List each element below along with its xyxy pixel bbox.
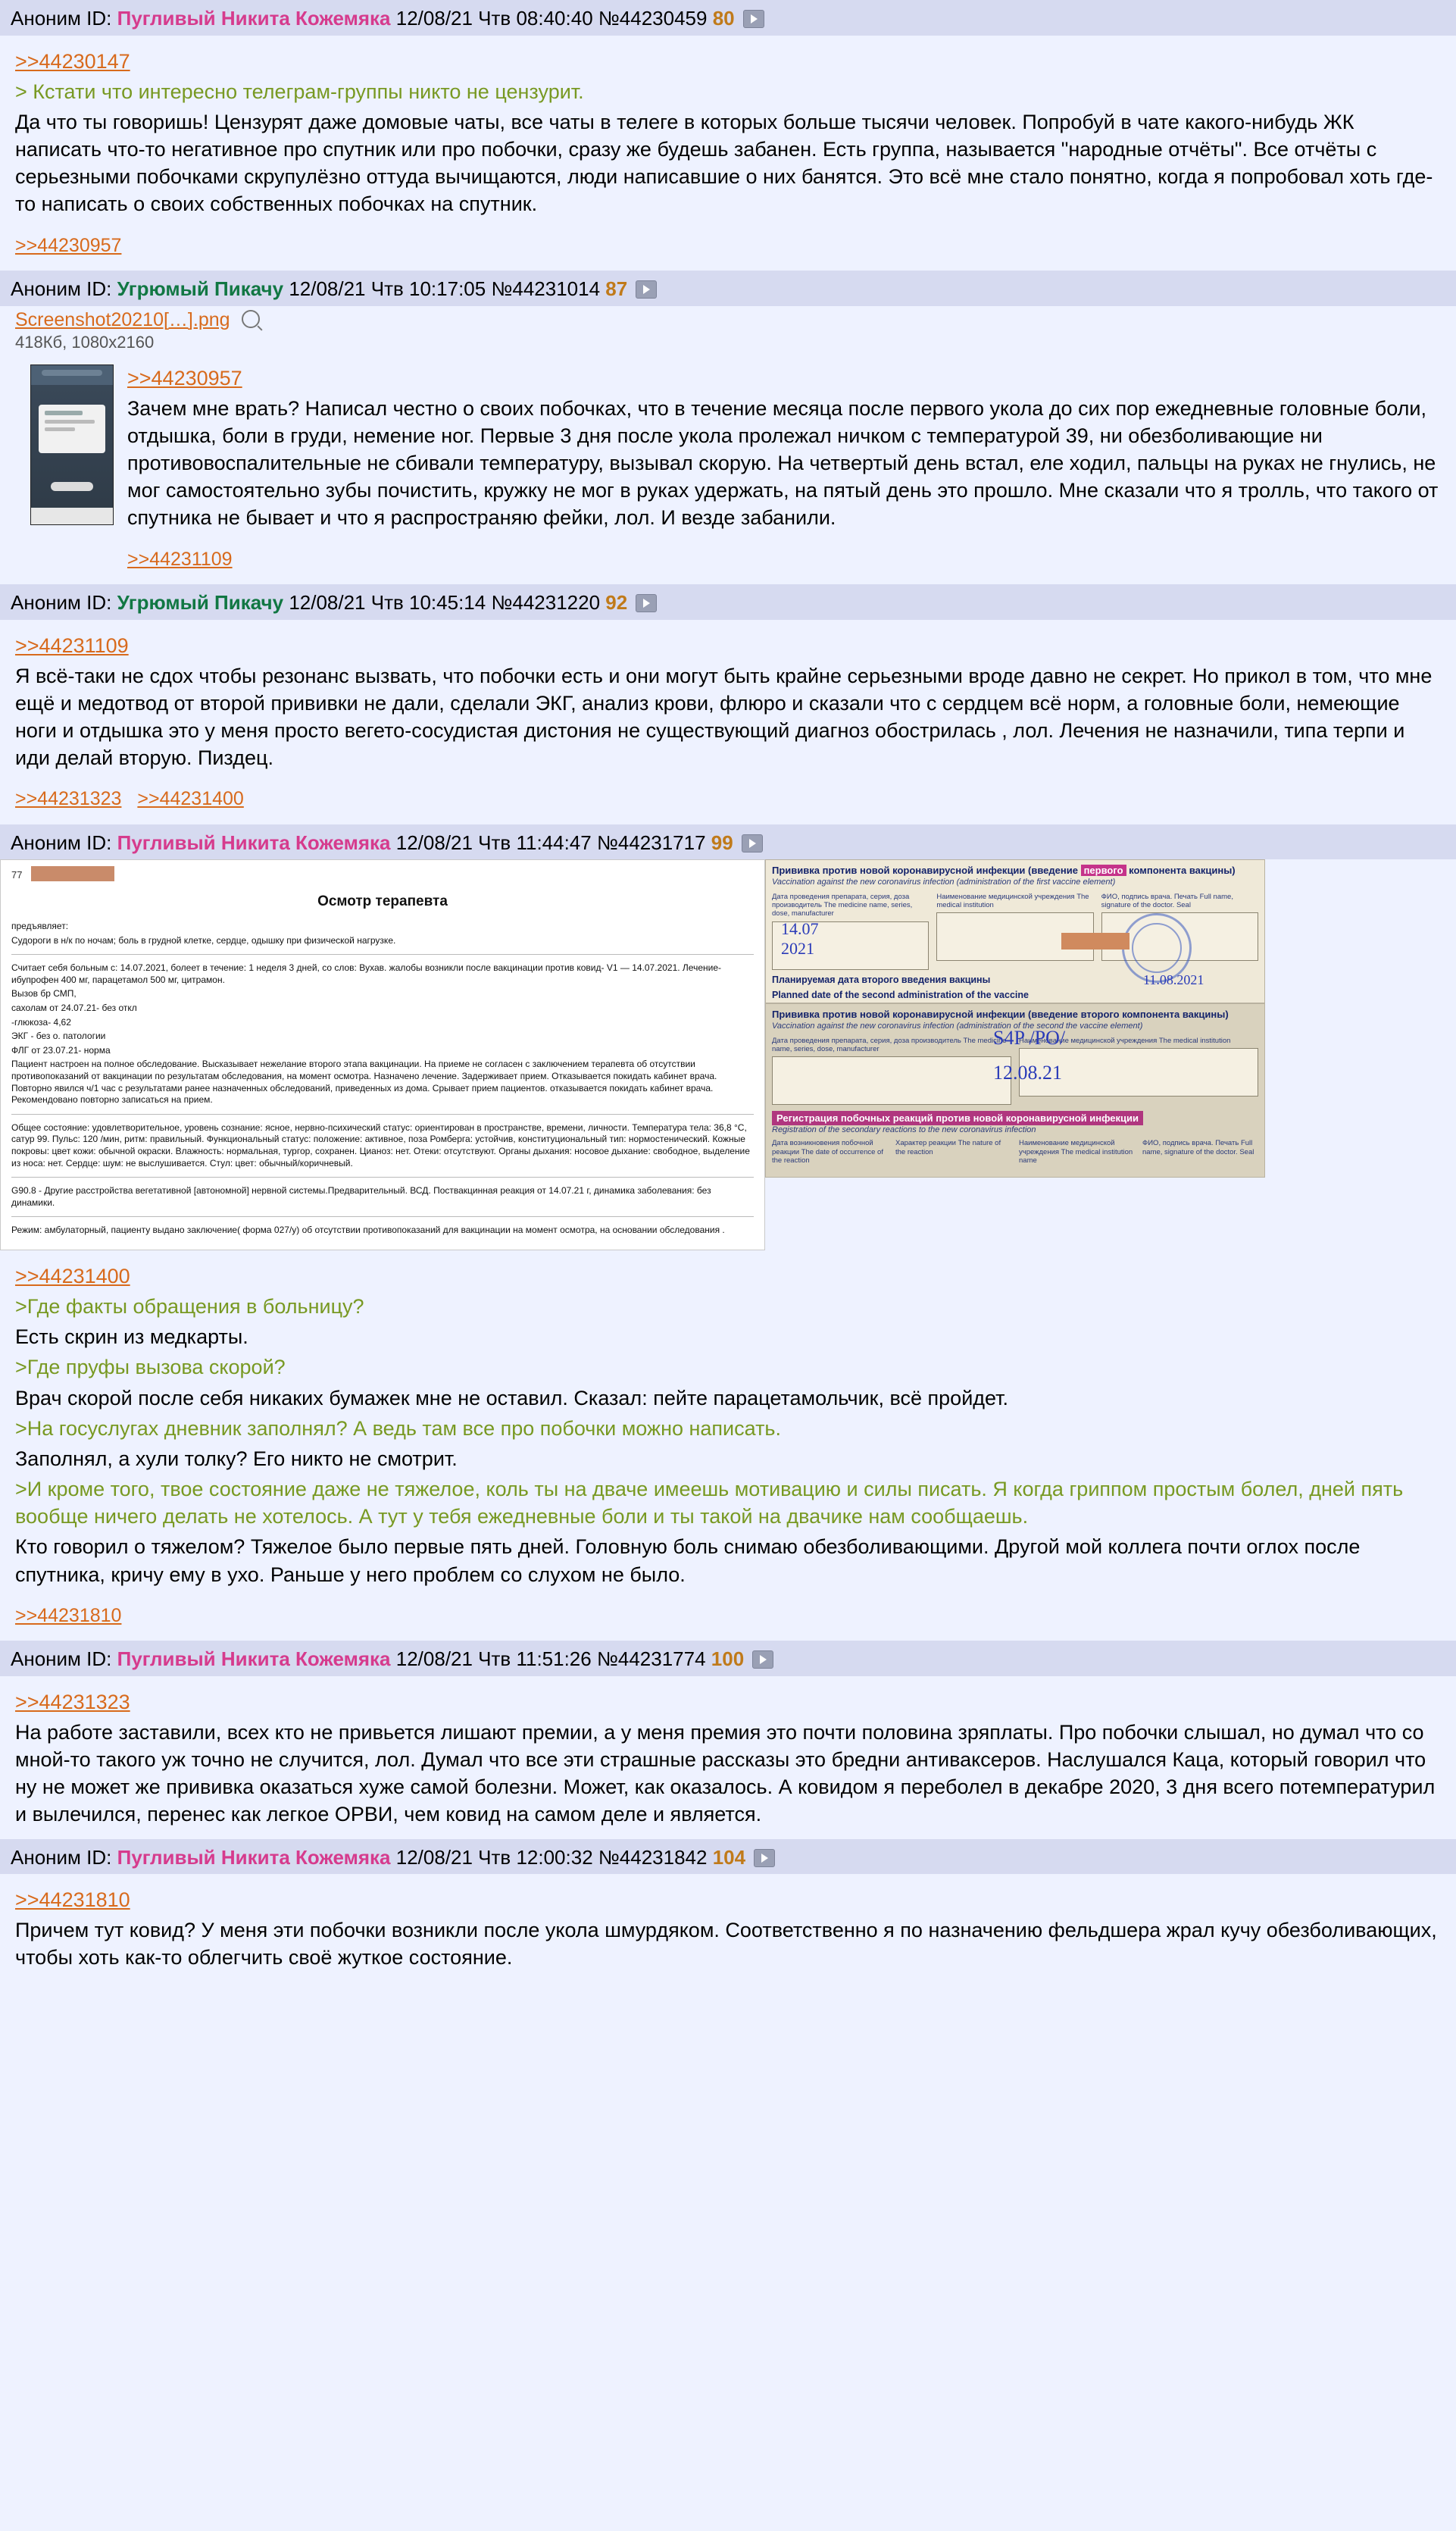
anon-label: Аноним [11, 1647, 81, 1671]
record-line: Судороги в н/к по ночам; боль в грудной клетке, сердце, одышку при физической нагрузке. [11, 934, 396, 946]
handwriting-date-2: 12.08.21 [993, 1062, 1062, 1084]
certificate-col-c: ФИО, подпись врача. Печать Full name, signature of the doctor. Seal [1101, 893, 1258, 970]
record-title: Осмотр терапевта [317, 893, 448, 910]
poster-name[interactable]: Пугливый Никита Кожемяка [117, 831, 391, 854]
post-number[interactable]: №44231220 [491, 591, 601, 615]
post-count: 92 [605, 591, 628, 615]
certificate-title-2: Прививка против новой коронавирусной инфекции (введение второго компонента вакцины) [772, 1009, 1229, 1021]
poster-name[interactable]: Пугливый Никита Кожемяка [117, 1647, 391, 1671]
post-date: 12/08/21 Чтв 10:17:05 [289, 277, 486, 301]
record-line: Считает себя больным с: 14.07.2021, болеет в течение: 1 неделя 3 дней, со слов: Вухав. жалобы возникли после вакцинации против ковид- V1 — 14.07.2021. Лечение-ибупрофен 400 мг, парацетамол 500 мг, цитрамон. [11, 962, 721, 985]
post-number[interactable]: №44230459 [598, 7, 708, 30]
post-count: 87 [605, 277, 628, 301]
certificate-col-b2: Наименование медицинской учреждения The medical institution [1019, 1037, 1258, 1106]
post-text: На работе заставили, всех кто не привьется лишают премии, а у меня премия это почти половина зряплаты. Про побочки слышал, но думал что со мной-то такого уж точно не случится, лол. Думал что все эти страшные рассказы это бредни антиваксеров. Наслушался Каца, который говорил что ну не может же прививка оказаться хуже самой болезни. Может, как оказалось. А ковидом я переболел в декабре 2020, 3 дня всего потемпературил и вылечился, перенес как легкое ОРВИ, чем ковид на самом деле и является. [15, 1720, 1436, 1826]
post-body [0, 36, 1456, 271]
play-icon[interactable] [636, 594, 657, 612]
post-quote-line: > Кстати что интересно телеграм-группы никто не цензурит. [15, 80, 584, 103]
record-line: Режим: амбулаторный, пациенту выдано заключение( форма 027/у) об отсутствии противопоказаний для вакцинации на момент осмотра, на основании обследования . [11, 1225, 725, 1236]
post-count: 80 [712, 7, 735, 30]
file-info [0, 306, 1456, 352]
post-body [0, 1250, 1456, 1641]
poster-name[interactable]: Пугливый Никита Кожемяка [117, 1845, 391, 1869]
record-line: предъявляет: [11, 921, 69, 931]
certificate-col-b: Наименование медицинской учреждения The medical institution [936, 893, 1093, 970]
post-text: Врач скорой после себя никаких бумажек мне не оставил. Сказал: пейте парацетамольчик, всё пройдет. [15, 1386, 1009, 1409]
post-text: Есть скрин из медкарты. [15, 1325, 248, 1349]
post-text: Да что ты говоришь! Цензурят даже домовые чаты, все чаты в телеге в которых больше тысячи человек. Попробуй в чате какого-нибудь ЖК написать что-то негативное про спутник или про побочки, сразу же будешь забанен. Есть группа, называется "народные отчёты". Все отчёты с серьезными побочками скрупулёзно оттуда вычищаются, люди написавшие о них банятся. Это всё мне стало понятно, когда я попробовал хоть где-то написать о своих собственных побочках на спутник. [15, 110, 1433, 216]
magnify-icon[interactable] [242, 310, 260, 328]
id-label: ID: [86, 1647, 112, 1671]
id-label: ID: [86, 831, 112, 854]
post-date: 12/08/21 Чтв 10:45:14 [289, 591, 486, 615]
post-count: 100 [711, 1647, 745, 1671]
play-icon[interactable] [743, 10, 764, 28]
record-line: Пациент настроен на полное обследование. Высказывает нежелание второго этапа вакцинации. На приеме не согласен с заключением терапевта об отсутствии противопоказаний от вакцинации по результатам обследования, на момент осмотра. Назначено лечение. Задерживает прием. Отказывается покидать кабинет врача. Повторно явился ч/1 час с результатами ранее назначенных обследований, приведенных из дома. Срывает прием пациентов. отказывается покидать кабинет врача. Рекомендовано повторно записаться на прием. [11, 1059, 717, 1106]
post-header [0, 1641, 1456, 1676]
handwriting-date-1: 14.07 [781, 919, 819, 939]
certificate-title-1: Прививка против новой коронавирусной инфекции (введение первого компонента вакцины) [772, 865, 1236, 877]
quote-link[interactable]: >>44231810 [15, 1888, 130, 1912]
backlink[interactable]: >>44231323 [15, 788, 122, 810]
certificate-second-dose [765, 1003, 1265, 1178]
certificate-reactions-en: Registration of the secondary reactions to the new coronavirus infection [772, 1125, 1036, 1135]
post-header [0, 584, 1456, 620]
play-icon[interactable] [752, 1650, 773, 1669]
record-line: Вызов бр СМП, [11, 988, 77, 1000]
post-quote-line: >На госуслугах дневник заполнял? А ведь там все про побочки можно написать. [15, 1416, 781, 1440]
quote-link[interactable]: >>44231400 [15, 1264, 130, 1287]
file-name-link[interactable]: Screenshot20210[…].png [15, 308, 230, 330]
backlinks [127, 543, 1441, 574]
post-date: 12/08/21 Чтв 08:40:40 [395, 7, 593, 30]
backlinks [15, 782, 1441, 814]
backlink[interactable]: >>44231810 [15, 1604, 122, 1626]
certificate-col-a: Дата проведения препарата, серия, доза производитель The medicine name, series, dose, manufacturer [772, 893, 929, 970]
backlinks [15, 1599, 1441, 1631]
quote-link[interactable]: >>44231109 [15, 634, 129, 657]
post-number[interactable]: №44231717 [596, 831, 706, 854]
attachment-thumbnail[interactable] [30, 364, 114, 525]
record-line: ЭКГ - без о. патологии [11, 1031, 106, 1042]
post-body [0, 1676, 1456, 1839]
certificate-subtitle-1: Vaccination against the new coronavirus infection (administration of the first vaccine element) [772, 877, 1116, 887]
poster-name[interactable]: Пугливый Никита Кожемяка [117, 7, 391, 30]
post-header [0, 0, 1456, 36]
post-body [0, 352, 1456, 585]
backlink[interactable]: >>44231400 [137, 788, 244, 810]
anon-label: Аноним [11, 7, 81, 30]
attachments-row [0, 859, 1456, 1250]
post-number[interactable]: №44231014 [491, 277, 601, 301]
record-line: -глюкоза- 4,62 [11, 1016, 71, 1028]
poster-name[interactable]: Угрюмый Пикачу [117, 277, 284, 301]
certificate-foot-d: ФИО, подпись врача. Печать Full name, signature of the doctor. Seal [1142, 1139, 1254, 1156]
certificate-foot-b: Характер реакции The nature of the reaction [895, 1139, 1001, 1156]
post-number[interactable]: №44231774 [596, 1647, 706, 1671]
post-body [0, 620, 1456, 824]
record-line: G90.8 - Другие расстройства вегетативной [автономной] нервной системы.Предварительный. ВСД. Поствакцинная реакция от 14.07.21 г, динамика заболевания: без динамики. [11, 1185, 711, 1208]
certificate-reactions-ru: Регистрация побочных реакций против новой коронавирусной инфекции [772, 1111, 1143, 1125]
poster-name[interactable]: Угрюмый Пикачу [117, 591, 284, 615]
record-number: 77 [11, 869, 23, 881]
id-label: ID: [86, 7, 112, 30]
post-date: 12/08/21 Чтв 11:51:26 [395, 1647, 592, 1671]
quote-link[interactable]: >>44230957 [127, 366, 242, 390]
handwriting-batch: S4P /PO/ [993, 1027, 1066, 1050]
id-label: ID: [86, 591, 112, 615]
handwriting-next-date: 11.08.2021 [1143, 972, 1204, 988]
certificate-col-a2: Дата проведения препарата, серия, доза производитель The medicine name, series, dose, manufacturer [772, 1037, 1011, 1106]
post-header [0, 824, 1456, 860]
certificate-first-dose [765, 859, 1265, 1003]
file-meta: 418Кб, 1080x2160 [15, 332, 155, 352]
post-header [0, 271, 1456, 306]
post-quote-line: >И кроме того, твое состояние даже не тяжелое, коль ты на двачe имеешь мотивацию и силы писать. Я когда гриппом простым болел, дней пять вообще ничего делать не хотелось. А тут у тебя ежедневные боли и ты такой на двачике нам сообщаешь. [15, 1478, 1404, 1528]
post-text: Заполнял, а хули толку? Его никто не смотрит. [15, 1447, 458, 1470]
record-line: ФЛГ от 23.07.21- норма [11, 1044, 111, 1056]
backlinks [15, 229, 1441, 261]
post-text: Причем тут ковид? У меня эти побочки возникли после укола шмурдяком. Соответственно я по назначению фельдшера жрал кучу обезболивающих, чтобы хоть как-то облегчить своё жуткое состояние. [15, 1919, 1437, 1969]
anon-label: Аноним [11, 591, 81, 615]
play-icon[interactable] [742, 834, 763, 853]
certificate-plan-ru: Планируемая дата второго введения вакцины [772, 974, 991, 985]
quote-link[interactable]: >>44230147 [15, 49, 130, 73]
record-line: Общее состояние: удовлетворительное, уровень сознание: ясное, нервно-психический статус: ориентирован в пространстве, времени, личности. Температура тела: 36,8 °C, сатур 99. Пульс: 120 /мин, ритм: правильный. Функциональный статус: положение: активное, поза Ромберга: устойчив, конституциональный тип: нормостенический. Кожные покровы: цвет кожи: обычной окраски. Влажность: нормальная, тургор, сохранен. Цианоз: нет. Отеки: отсутствуют. Органы дыхания: носовое дыхание: свободное, выделение из носа: нет. Сердце: шум: не выслушивается. Стул: цвет: обычный/коричневый. [11, 1122, 750, 1169]
handwriting-year: 2021 [781, 939, 814, 959]
post-date: 12/08/21 Чтв 11:44:47 [395, 831, 592, 854]
certificate-plan-en: Planned date of the second administration of the vaccine [772, 989, 1029, 1000]
certificate-subtitle-2: Vaccination against the new coronavirus infection (administration of the second the vaccine element) [772, 1021, 1143, 1031]
redaction-bar [1061, 933, 1129, 950]
post-quote-line: >Где пруфы вызова скорой? [15, 1356, 286, 1379]
certificate-foot-a: Дата возникновения побочной реакции The date of occurrence of the reaction [772, 1139, 883, 1165]
anon-label: Аноним [11, 831, 81, 854]
anon-label: Аноним [11, 277, 81, 301]
medical-record-image[interactable] [0, 859, 765, 1250]
anon-label: Аноним [11, 1845, 81, 1869]
vaccination-certificate-image[interactable] [765, 859, 1265, 1178]
post-header [0, 1839, 1456, 1875]
post-count: 104 [712, 1845, 746, 1869]
post-text: Зачем мне врать? Написал честно о своих побочках, что в течение месяца после первого укола до сих пор ежедневные головные боли, отдышка, боли в груди, немение ног. Первые 3 дня после укола пролежал ничком с температурой 39, ни обезболивающие ни противовоспалительные не сбивали температуру, вызывал скорую. На четвертый день встал, еле ходил, пальцы на руках не гнулись, не мог самостоятельно зубы почистить, кружку не мог в руках удержать, на пятый день это прошло. Мне сказали что я тролль, что такого от спутника не бывает и что я распространяю фейки, лол. И везде забанили. [127, 396, 1439, 530]
certificate-foot-c: Наименование медицинской учреждения The medical institution name [1019, 1139, 1133, 1165]
backlink[interactable]: >>44230957 [15, 234, 122, 256]
redaction-bar [31, 866, 114, 881]
post-body [0, 1874, 1456, 1982]
play-icon[interactable] [754, 1849, 775, 1867]
play-icon[interactable] [636, 280, 657, 299]
post-quote-line: >Где факты обращения в больницу? [15, 1295, 364, 1319]
id-label: ID: [86, 277, 112, 301]
post-text: Кто говорил о тяжелом? Тяжелое было первые пять дней. Головную боль снимаю обезболивающими. Другой мой коллега почти оглох после спутника, кричу ему в ухо. Раньше у него проблем со слухом не было. [15, 1535, 1361, 1586]
post-date: 12/08/21 Чтв 12:00:32 [395, 1845, 593, 1869]
id-label: ID: [86, 1845, 112, 1869]
post-number[interactable]: №44231842 [598, 1845, 708, 1869]
backlink[interactable]: >>44231109 [127, 548, 233, 570]
quote-link[interactable]: >>44231323 [15, 1690, 130, 1713]
post-text: Я всё-таки не сдох чтобы резонанс вызвать, что побочки есть и они могут быть крайне серьезными вроде давно не секрет. Но прикол в том, что мне ещё и медотвод от второй прививки не дали, сделали ЭКГ, анализ крови, флюро и сказали что с сердцем всё норм, а головные боли, немеющие ноги и отдышка это у меня просто вегето-сосудистая дистония не существующий диагноз обострилась , лол. Лечения не назначили, типа терпи и иди делай вторую. Пиздец. [15, 664, 1433, 770]
record-line: сахолам от 24.07.21- без откл [11, 1002, 137, 1013]
post-count: 99 [711, 831, 733, 854]
